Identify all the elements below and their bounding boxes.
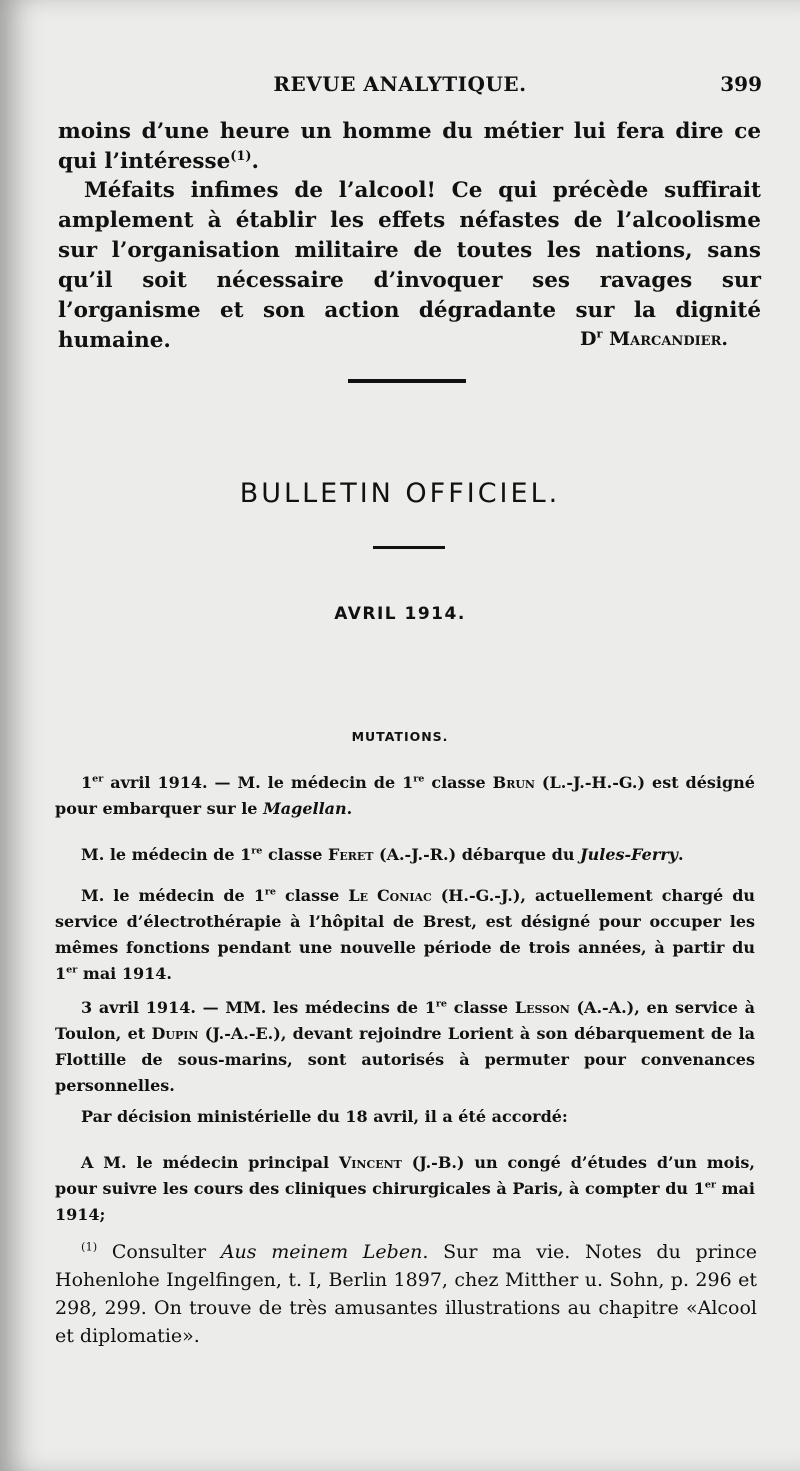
running-title: REVUE ANALYTIQUE.: [273, 72, 527, 96]
entry-le-coniac: M. le médecin de 1re classe Le Coniac (H.-G.-J.), actuellement chargé du service d’électrothérapie à l’hôpital de Brest, est désigné pour occuper les mêmes fonctions pendant une nouvelle période de trois années, à partir du 1er mai 1914.: [55, 886, 756, 983]
footnote-mark: (1): [81, 1239, 98, 1254]
footnote: $^{(1)}$ Consulter Aus meinem Leben. Sur ma vie. Notes du prince Hohenlohe Ingelfingen, t. I, Berlin 1897, chez Mitther u. Sohn, p. 296 et 298, 299. On trouve de très amusantes illustrations au chapitre «Alcool et diplomatie».: [55, 1239, 757, 1347]
bulletin-title: BULLETIN OFFICIEL.: [239, 478, 561, 509]
entry-lesson-dupin: 3 avril 1914. — MM. les médecins de 1re classe Lesson (A.-A.), en service à Toulon, et Dupin (J.-A.-E.), devant rejoindre Lorient à son débarquement de la Flottille de sous-marins, sont autorisés à permuter pour convenances personnelles.: [55, 998, 756, 1095]
entry-vincent: A M. le médecin principal Vincent (J.-B.) un congé d’études d’un mois, pour suivre les cours des cliniques chirurgicales à Paris, à compter du 1er mai 1914;: [55, 1153, 755, 1224]
entry-brun: 1er avril 1914. — M. le médecin de 1re classe Brun (L.-J.-H.-G.) est désigné pour embarquer sur le Magellan.: [55, 773, 755, 818]
entry-feret: M. le médecin de 1re classe Feret (A.-J.-R.) débarque du Jules-Ferry.: [81, 845, 684, 864]
section-divider: [348, 379, 466, 383]
page-number: 399: [720, 72, 762, 96]
title-rule: [373, 546, 445, 549]
footnote-reference: (1): [230, 148, 252, 164]
author-signature: $D^r$ Marcandier.: [579, 326, 728, 350]
section-heading-mutations: MUTATIONS.: [351, 729, 449, 744]
entry-decision: Par décision ministérielle du 18 avril, il a été accordé:: [81, 1107, 568, 1126]
page-header: [0, 72, 800, 102]
paragraph-continuation: moins d’une heure un homme du métier lui fera dire ce qui l’intéresse$^{(1)}$.: [58, 119, 761, 174]
paragraph-alcohol: Méfaits infimes de l’alcool! Ce qui précède suffirait amplement à établir les effets néfastes de l’alcoolisme sur l’organisation militaire de toutes les nations, sans qu’il soit nécessaire d’invoquer ses ravages sur l’organisme et son action dégradante sur la dignité humaine.: [58, 178, 761, 353]
bulletin-month: AVRIL 1914.: [334, 604, 466, 624]
